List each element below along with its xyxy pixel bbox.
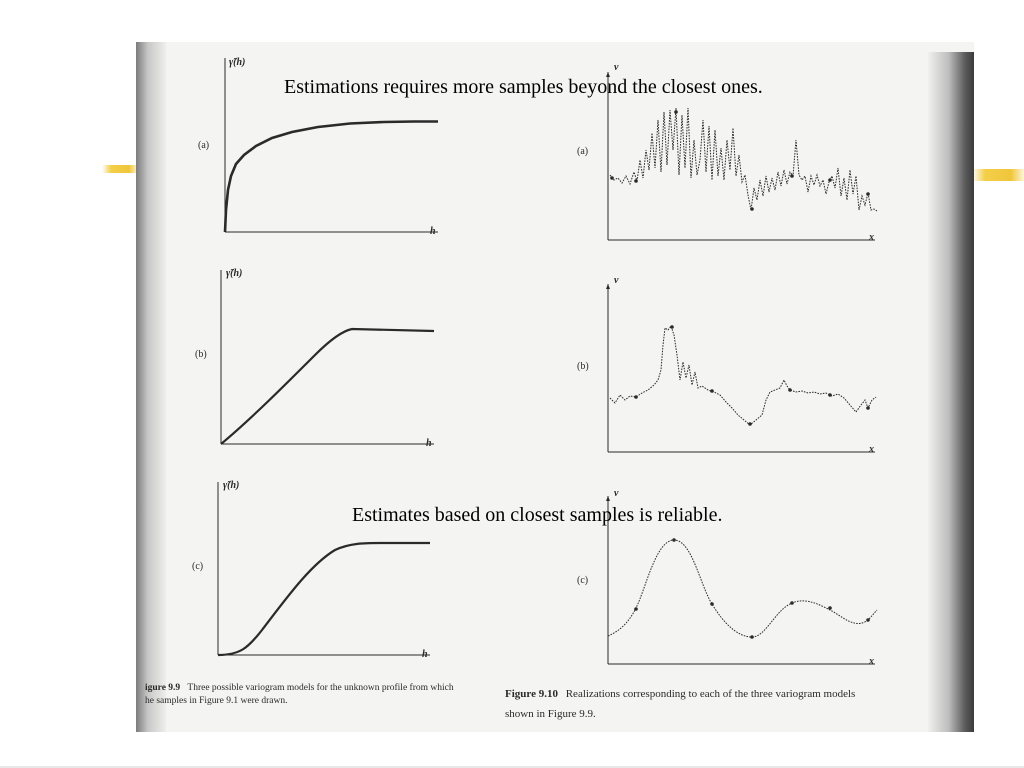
figure-9-9-caption-line1: igure 9.9 Three possible variogram models for the unknown profile from which [145, 683, 454, 693]
realization-x-label: x [869, 656, 874, 667]
realization-x-label: x [869, 232, 874, 243]
variogram-x-label: h [422, 649, 428, 660]
realization-trace-b [610, 326, 876, 425]
realization-y-label: v [614, 488, 619, 499]
yellow-highlight-left [102, 165, 138, 173]
yellow-highlight-right [972, 169, 1024, 181]
figure-9-9-caption-line2: he samples in Figure 9.1 were drawn. [145, 696, 288, 706]
sample-points-c [634, 538, 870, 639]
figure-9-10-caption-line2: shown in Figure 9.9. [505, 708, 596, 720]
variogram-curve-spherical [221, 329, 434, 444]
realization-panel-b [577, 275, 876, 455]
panel-label-c: (c) [192, 561, 204, 572]
variogram-panel-b [195, 268, 434, 449]
panel-label-c: (c) [577, 575, 589, 586]
variogram-curve-exponential [225, 122, 438, 233]
panel-label-a: (a) [577, 146, 589, 157]
panel-label-b: (b) [577, 361, 589, 372]
figure-svg [136, 42, 974, 732]
realization-trace-c [608, 540, 877, 637]
panel-label-a: (a) [198, 140, 210, 151]
sample-points-b [634, 325, 870, 426]
realization-trace-a [610, 108, 877, 211]
variogram-y-label: γ̃(h) [226, 268, 243, 279]
realization-x-label: x [869, 444, 874, 455]
overlay-text-top: Estimations requires more samples beyond the closest ones. [284, 76, 763, 98]
variogram-curve-gaussian [218, 543, 430, 655]
variogram-y-label: γ̃(h) [223, 480, 240, 491]
variogram-x-label: h [430, 226, 436, 237]
figure-9-10-caption-line1: Figure 9.10 Realizations corresponding to each of the three variogram models [505, 688, 856, 700]
variogram-x-label: h [426, 438, 432, 449]
realization-y-label: v [614, 275, 619, 286]
variogram-y-label: γ̃(h) [229, 57, 246, 68]
scanned-textbook-page [136, 42, 974, 732]
overlay-text-middle: Estimates based on closest samples is reliable. [352, 504, 723, 526]
realization-y-label: v [614, 62, 619, 73]
panel-label-b: (b) [195, 349, 207, 360]
